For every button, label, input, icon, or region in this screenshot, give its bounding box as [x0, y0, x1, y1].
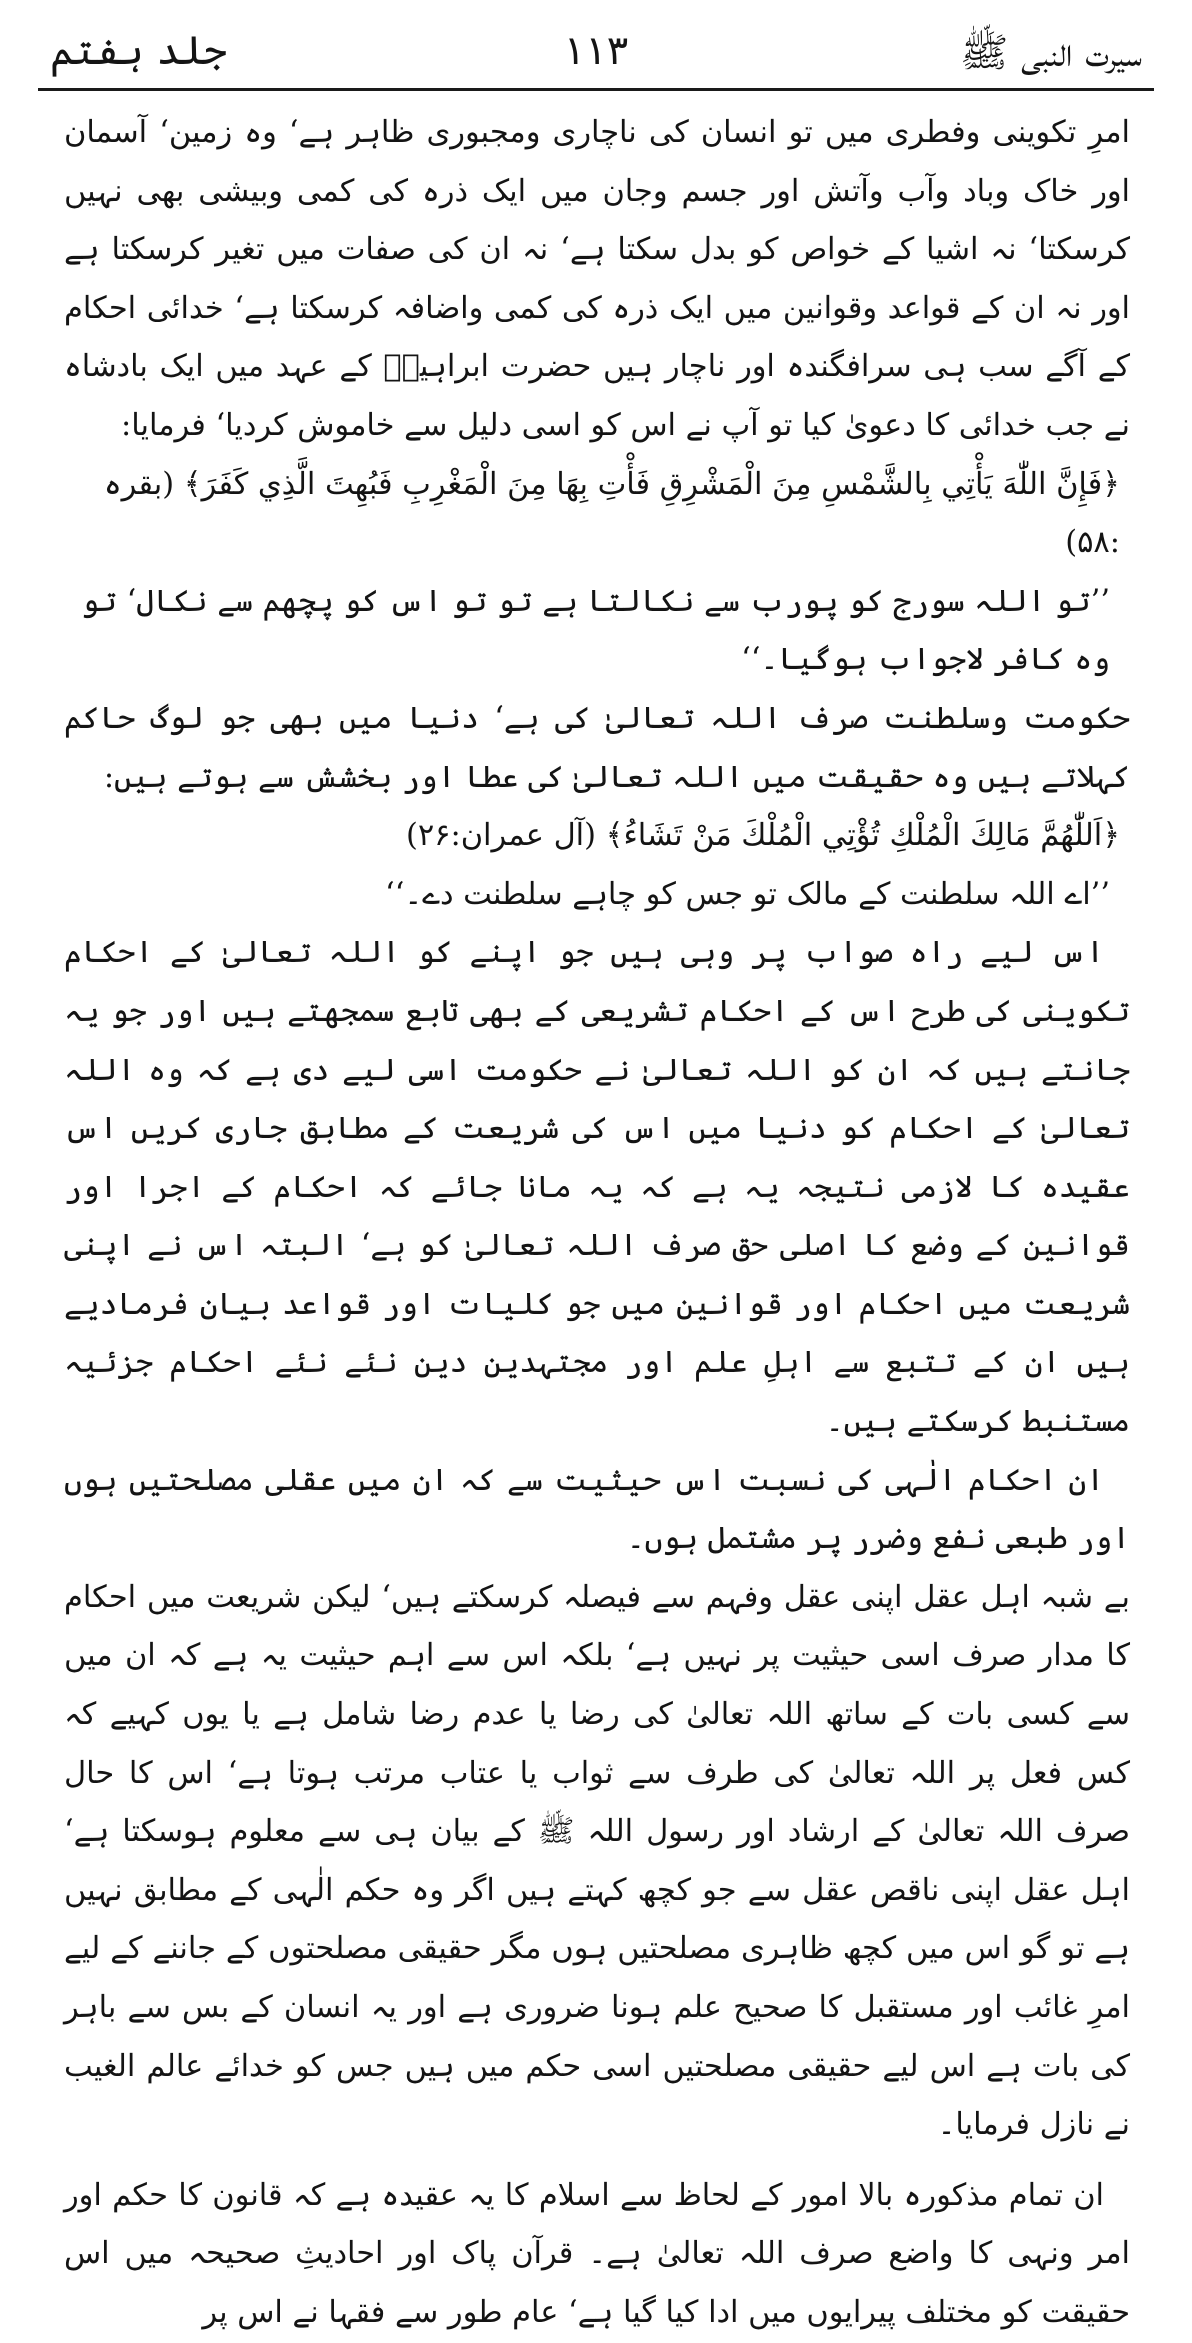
- paragraph-3: اس لیے راہ صواب پر وہی ہیں جو اپنے کو اللہ تعالیٰ کے احکام تکوینی کی طرح اس کے احکام تشریعی کے بھی تابع سمجھتے ہیں اور جو یہ جانتے ہیں کہ ان کو اللہ تعالیٰ نے حکومت اسی لیے دی ہے کہ وہ اللہ تعالیٰ کے احکام کو دنیا میں اس کی شریعت کے مطابق جاری کریں اس عقیدہ کا لازمی نتیجہ یہ ہے کہ یہ مانا جائے کہ احکام کے اجرا اور قوانین کے وضع کا اصلی حق صرف اللہ تعالیٰ کو ہے‘ البتہ اس نے اپنی شریعت میں احکام اور قوانین میں جو کلیات اور قواعد بیان فرمادیے ہیں ان کے تتبع سے اہلِ علم اور مجتہدین دین نئے نئے احکام جزئیہ مستنبط کرسکتے ہیں۔: [64, 935, 1130, 1440]
- paragraph-1: امرِ تکوینی وفطری میں تو انسان کی ناچاری ومجبوری ظاہر ہے‘ وہ زمین‘ آسمان اور خاک وباد وآب وآتش اور جسم وجان میں ایک ذرہ کی کمی وبیشی بھی نہیں کرسکتا‘ نہ اشیا کے خواص کو بدل سکتا ہے‘ نہ ان کی صفات میں تغیر کرسکتا ہے اور نہ ان کے قواعد وقوانین میں ایک ذرہ کی کمی واضافہ کرسکتا ہے‘ خدائی احکام کے آگے سب ہی سرافگندہ اور ناچار ہیں حضرت ابراہیمؑ کے عہد میں ایک بادشاہ نے جب خدائی کا دعویٰ کیا تو آپ نے اس کو اسی دلیل سے خاموش کردیا‘ فرمایا:: [64, 115, 1130, 443]
- book-title: سیرت النبی ﷺ: [959, 30, 1142, 76]
- paragraph-4: ان احکام الٰہی کی نسبت اس حیثیت سے کہ ان میں عقلی مصلحتیں ہوں اور طبعی نفع وضرر پر مشتمل ہوں۔: [64, 1462, 1130, 1557]
- paragraph-2: حکومت وسلطنت صرف اللہ تعالیٰ کی ہے‘ دنیا میں بھی جو لوگ حاکم کہلاتے ہیں وہ حقیقت میں اللہ تعالیٰ کی عطا اور بخشش سے ہوتے ہیں:: [64, 700, 1130, 795]
- paragraph-6: ان تمام مذکورہ بالا امور کے لحاظ سے اسلام کا یہ عقیدہ ہے کہ قانون کا حکم اور امر ونہی کا واضع صرف اللہ تعالیٰ ہے۔ قرآن پاک اور احادیثِ صحیحہ میں اس حقیقت کو مختلف پیرایوں میں ادا کیا گیا ہے‘ عام طور سے فقہا نے اس پر: [64, 2177, 1130, 2330]
- quran-verse-2: ﴿اَللّٰهُمَّ مَالِكَ الْمُلْكِ تُؤْتِي الْمُلْكَ مَنْ تَشَاءُ﴾ (آل عمران:۲۶): [405, 818, 1120, 854]
- volume-label: جلد ہفتم: [50, 28, 227, 74]
- page-body: [64, 104, 1130, 2343]
- page-header: [38, 14, 1154, 91]
- paragraph-spacer: [64, 2155, 1130, 2167]
- verse-translation-2: ’’اے اللہ سلطنت کے مالک تو جس کو چاہے سلطنت دے۔‘‘: [385, 876, 1110, 912]
- verse-translation-1: ’’تو اللہ سورج کو پورب سے نکالتا ہے تو تو اس کو پچھم سے نکال‘ تو وہ کافر لاجواب ہوگیا۔‘‘: [81, 583, 1110, 678]
- page-number: ۱۱۳: [563, 28, 629, 74]
- paragraph-5: بے شبہ اہل عقل اپنی عقل وفہم سے فیصلہ کرسکتے ہیں‘ لیکن شریعت میں احکام کا مدار صرف اسی حیثیت پر نہیں ہے‘ بلکہ اس سے اہم حیثیت یہ ہے کہ ان میں سے کسی بات کے ساتھ اللہ تعالیٰ کی رضا یا عدم رضا شامل ہے یا یوں کہیے کہ کس فعل پر اللہ تعالیٰ کی طرف سے ثواب یا عتاب مرتب ہوتا ہے‘ اس کا حال صرف اللہ تعالیٰ کے ارشاد اور رسول اللہ ﷺ کے بیان ہی سے معلوم ہوسکتا ہے‘ اہل عقل اپنی ناقص عقل سے جو کچھ کہتے ہیں اگر وہ حکم الٰہی کے مطابق نہیں ہے تو گو اس میں کچھ ظاہری مصلحتیں ہوں مگر حقیقی مصلحتوں کے جاننے کے لیے امرِ غائب اور مستقبل کا صحیح علم ہونا ضروری ہے اور یہ انسان کے بس سے باہر کی بات ہے اس لیے حقیقی مصلحتیں اسی حکم میں ہیں جس کو خدائے عالم الغیب نے نازل فرمایا۔: [64, 1579, 1130, 2143]
- quran-verse-1: ﴿فَإِنَّ اللّٰهَ يَأْتِي بِالشَّمْسِ مِنَ الْمَشْرِقِ فَأْتِ بِهَا مِنَ الْمَغْرِبِ فَبُهِتَ الَّذِي كَفَرَ﴾ (بقرہ :۵۸): [103, 466, 1120, 561]
